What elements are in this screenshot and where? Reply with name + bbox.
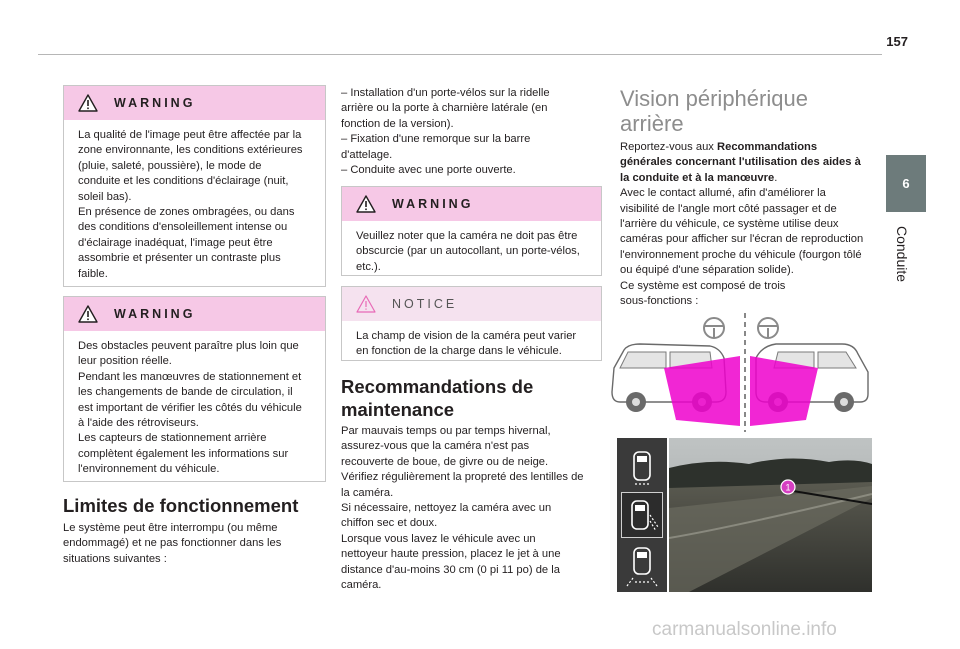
page-number: 157: [886, 34, 908, 49]
camera-view-photo: [669, 438, 872, 592]
text-line: distance d'au-moins 30 cm (0 pi 11 po) de la: [341, 563, 560, 576]
text-line: Les capteurs de stationnement arrière: [78, 432, 267, 445]
text-line: faible.: [78, 267, 108, 280]
warning-box-camera: [341, 186, 602, 276]
chapter-label: Conduite: [894, 226, 910, 283]
text-line: assombrie et présenter un contraste plus: [78, 252, 281, 265]
text-line: Ce système est composé de trois: [620, 279, 786, 292]
text-line: Veuillez noter que la caméra ne doit pas être: [356, 230, 578, 242]
text-line: à l'aide des rétroviseurs.: [78, 417, 199, 430]
intro-suffix: .: [774, 171, 778, 184]
warning-box-image-quality: [63, 85, 326, 287]
text-line: Par mauvais temps ou par temps hivernal,: [341, 425, 551, 437]
section-heading-limits: Limites de fonctionnement: [63, 495, 299, 516]
text-line: obscurcie (par un autocollant, un porte-vélos,: [356, 245, 580, 258]
watermark: [650, 619, 940, 639]
magenta-camera-zone: [750, 356, 818, 426]
list-item: d'attelage.: [341, 148, 393, 161]
side-view-mode-icon[interactable]: [621, 492, 663, 538]
intro-link[interactable]: la conduite et à la manœuvre: [620, 171, 775, 184]
warning-triangle-icon: [78, 94, 98, 112]
warning-title: WARNING: [114, 307, 196, 321]
steering-wheel-icon: [758, 318, 778, 338]
limits-paragraph: [63, 521, 326, 567]
magenta-camera-zone: [664, 356, 740, 426]
notice-title: NOTICE: [392, 297, 458, 311]
text-line: situations suivantes :: [63, 552, 167, 565]
intro-prefix: Reportez-vous aux: [620, 141, 718, 153]
text-line: l'arrière du véhicule, ce système utilise deux: [620, 218, 839, 231]
text-line: visibilité de l'angle mort côté passager et de: [620, 202, 837, 215]
warning-header: [342, 187, 601, 221]
warning-title: WARNING: [392, 197, 474, 211]
warning-body: [342, 221, 601, 283]
text-line: La qualité de l'image peut être affectée par la: [78, 129, 302, 141]
rear-view-mode-icon[interactable]: [621, 444, 663, 490]
text-line: Pendant les manœuvres de stationnement et: [78, 370, 302, 383]
steering-wheel-icon: [704, 318, 724, 338]
warning-triangle-icon: [356, 195, 376, 213]
text-line: chiffon sec et doux.: [341, 517, 438, 530]
text-line: Des obstacles peuvent paraître plus loin que: [78, 340, 299, 352]
text-line: Vérifiez régulièrement la propreté des lentilles de: [341, 471, 584, 484]
notice-header: [342, 287, 601, 321]
title-line: arrière: [620, 111, 684, 136]
text-line: Lorsque vous lavez le véhicule avec un: [341, 532, 536, 545]
callout-number: 1: [785, 482, 791, 493]
text-line: conduite et les conditions d'éclairage (nuit,: [78, 175, 289, 188]
limits-list: [341, 86, 603, 178]
text-line: Si nécessaire, nettoyez la caméra avec un: [341, 502, 552, 515]
heading-line: maintenance: [341, 399, 455, 420]
chapter-tab[interactable]: 6: [886, 155, 926, 212]
vehicle-camera-zones-illustration: [606, 310, 874, 434]
text-line: assurez-vous que la caméra n'est pas: [341, 440, 530, 453]
text-line: caméra.: [341, 579, 382, 592]
warning-body: [64, 120, 325, 290]
section-heading-maintenance: [341, 375, 603, 421]
text-line: endommagé) et ne pas fonctionner dans les: [63, 537, 282, 550]
text-line: [620, 140, 880, 155]
warning-box-obstacles: [63, 296, 326, 482]
text-line: leur position réelle.: [78, 355, 172, 368]
text-line: ou équipé d'une séparation solide).: [620, 264, 794, 277]
text-line: recouverte de boue, de givre ou de neige.: [341, 455, 549, 468]
wide-view-mode-icon[interactable]: [621, 542, 663, 588]
text-line: complètent également les informations sur: [78, 447, 289, 460]
text-line: d'éclairage inadéquat, l'image peut être: [78, 236, 273, 249]
text-line: zone environnante, les conditions extérieures: [78, 144, 303, 157]
text-line: Le système peut être interrompu (ou même: [63, 522, 278, 534]
text-line: la caméra.: [341, 486, 394, 499]
vision-paragraph: [620, 140, 880, 309]
title-line: Vision périphérique: [620, 86, 808, 111]
text-line: Avec le contact allumé, afin d'améliorer la: [620, 187, 826, 200]
warning-triangle-icon: [78, 305, 98, 323]
text-line: etc.).: [356, 260, 381, 273]
text-line: l'environnement proche du véhicule (fourgon tôlé: [620, 248, 862, 261]
watermark-text: carmanualsonline.info: [652, 619, 837, 639]
text-line: caméras pour afficher sur l'écran de reproduction: [620, 233, 864, 246]
list-item: – Conduite avec une porte ouverte.: [341, 164, 516, 177]
text-line: l'environnement du véhicule.: [78, 463, 220, 476]
text-line: soleil bas).: [78, 190, 132, 203]
text-line: [620, 171, 880, 186]
notice-box: [341, 286, 602, 361]
warning-header: [64, 297, 325, 331]
warning-title: WARNING: [114, 96, 196, 110]
heading-line: Recommandations de: [341, 376, 534, 397]
warning-header: [64, 86, 325, 120]
intro-link[interactable]: Recommandations: [717, 141, 818, 153]
text-line: les changements de bande de circulation, il: [78, 386, 293, 399]
text-line: La champ de vision de la caméra peut varier: [356, 330, 577, 342]
notice-body: [342, 321, 601, 368]
camera-mode-icon-column: [617, 438, 667, 592]
text-line: est important de vérifier les côtés du véhicule: [78, 401, 302, 414]
text-line: (pluie, saleté, poussière), le mode de: [78, 159, 262, 172]
list-item: – Fixation d'une remorque sur la barre: [341, 133, 531, 146]
header-rule: [38, 54, 882, 55]
intro-link[interactable]: générales concernant l'utilisation des aides à: [620, 156, 861, 169]
list-item: – Installation d'un porte-vélos sur la ridelle: [341, 87, 550, 99]
notice-triangle-icon: [356, 295, 376, 313]
text-line: En présence de zones ombragées, ou dans: [78, 206, 295, 219]
list-item: fonction de la version).: [341, 117, 454, 130]
text-line: en fonction de la charge dans le véhicule.: [356, 345, 562, 358]
warning-body: [64, 331, 325, 486]
list-item: arrière ou la porte à charnière latérale (en: [341, 102, 548, 115]
text-line: des conditions d'ensoleillement intense ou: [78, 221, 288, 234]
text-line: sous-fonctions :: [620, 295, 699, 308]
section-title-vision: [620, 86, 870, 136]
text-line: nettoyeur haute pression, placez le jet à une: [341, 548, 561, 561]
maintenance-paragraph: [341, 424, 603, 593]
